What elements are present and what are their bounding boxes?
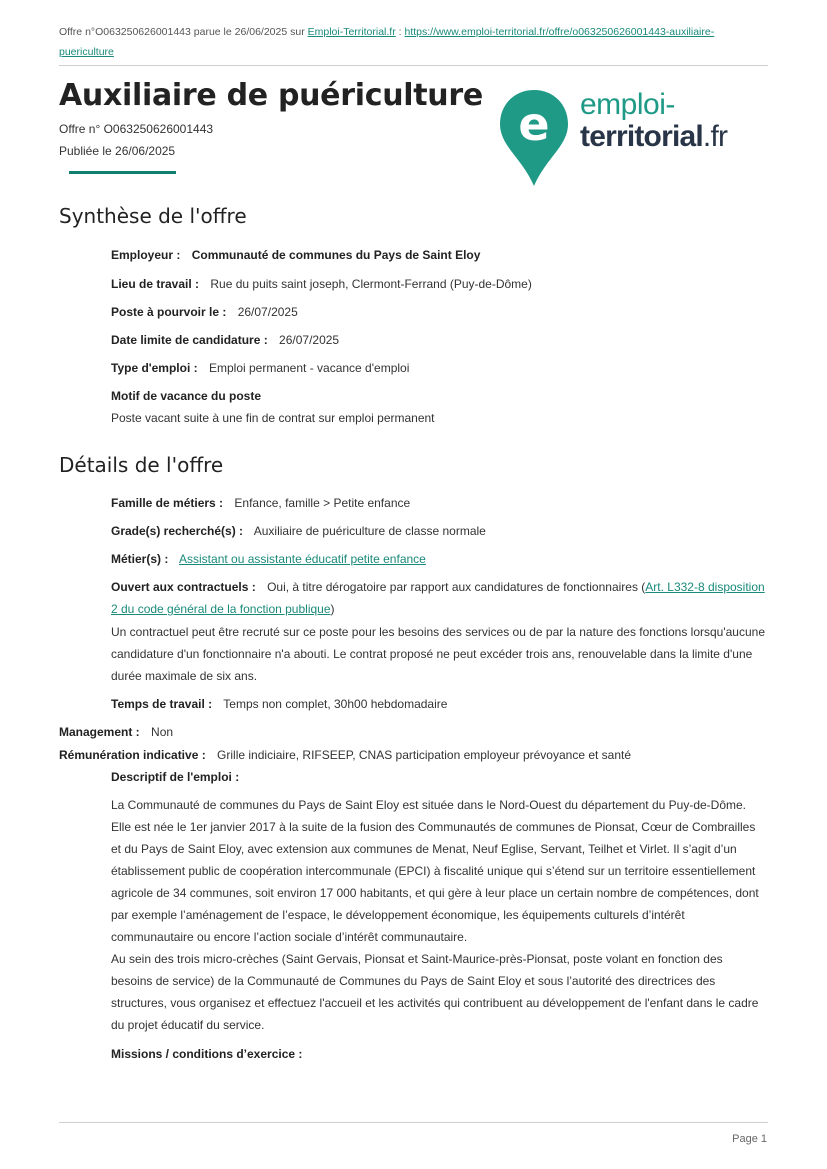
type-emploi-row [111,357,767,379]
lieu-value: Rue du puits saint joseph, Clermont-Ferrand (Puy-de-Dôme) [210,277,532,291]
logo-letter: e [518,97,550,151]
contractuels-label: Ouvert aux contractuels : [111,580,256,594]
temps-value: Temps non complet, 30h00 hebdomadaire [223,697,448,711]
page-title: Auxiliaire de puériculture [59,78,483,113]
temps-label: Temps de travail : [111,697,213,711]
famille-label: Famille de métiers : [111,496,224,510]
logo-line2 [580,120,727,154]
contractuels-close: ) [330,602,335,616]
map-pin-logo-icon [498,88,570,188]
type-emploi-label: Type d'emploi : [111,361,198,375]
famille-value: Enfance, famille > Petite enfance [234,496,411,510]
remuneration-value: Grille indiciaire, RIFSEEP, CNAS participation employeur prévoyance et santé [217,748,632,762]
descriptif-paragraph-2: Au sein des trois micro-crèches (Saint Gervais, Pionsat et Saint-Maurice-près-Pionsat, poste volant en fonction des besoins de service) de la Communauté de Communes du Pays de Saint Eloy et sous l’autorité des directrices des structures, vous organisez et effectuez l'accueil et les activités qui contribuent au développement de l'enfant dans le cadre du projet éducatif du service. [111,952,759,1032]
descriptif-paragraph-1: La Communauté de communes du Pays de Saint Eloy est située dans le Nord-Ouest du département du Puy-de-Dôme. Elle est née le 1er janvier 2017 à la suite de la fusion des Communautés de communes de Pionsat, Cœur de Combrailles et du Pays de Saint Eloy, avec extension aux communes de Menat, Neuf Eglise, Servant, Teilhet et Virlet. Il s’agit d’un établissement public de coopération intercommunale (EPCI) à fiscalité unique qui s’étend sur un territoire essentiellement agricole de 34 communes, soit environ 17 000 habitants, et qui gère à leur place un certain nombre de compétences, dont par exemple l’aménagement de l’espace, le développement économique, les équipements culturels d’intérêt communautaire ou encore l’action sociale d’intérêt communautaire. [111,798,759,944]
management-label: Management : [59,725,140,739]
synthese-heading: Synthèse de l'offre [59,204,247,228]
site-link[interactable]: Emploi-Territorial.fr [307,26,396,38]
missions-label-text: Missions / conditions d’exercice : [111,1047,303,1061]
logo-suffix: .fr [702,120,728,153]
source-line [59,22,769,62]
emploi-territorial-logo [498,88,768,188]
management-row [59,721,769,743]
motif-value: Poste vacant suite à une fin de contrat sur emploi permanent [111,411,435,425]
motif-label [111,385,767,407]
lieu-row [111,273,767,295]
missions-label [111,1043,767,1065]
date-limite-value: 26/07/2025 [279,333,340,347]
management-value: Non [151,725,174,739]
page-number: Page 1 [732,1133,767,1145]
motif-label-text: Motif de vacance du poste [111,389,262,403]
offer-url-link[interactable]: https://www.emploi-territorial.fr/offre/o063250626001443-auxiliaire-puericulture [59,26,715,58]
publish-date: Publiée le 26/06/2025 [59,144,176,158]
date-limite-row [111,329,767,351]
code-fonction-publique-link[interactable]: Art. L332-8 disposition 2 du code général de la fonction publique [111,580,765,616]
remuneration-row [59,744,769,766]
contractuels-note: Un contractuel peut être recruté sur ce poste pour les besoins des services ou de par la nature des fonctions lorsqu'aucune candidature d'un fonctionnaire n'a abouti. Le contrat proposé ne peut excéder trois ans, renouvelable dans la limite d'une durée maximale de six ans. [111,625,765,683]
grade-value: Auxiliaire de puériculture de classe normale [253,524,486,538]
employeur-row [111,244,767,266]
grade-row [111,520,767,542]
top-divider [59,65,768,66]
footer-divider [59,1122,768,1123]
logo-word: territorial [580,120,703,153]
offer-number: Offre n° O063250626001443 [59,122,214,136]
date-limite-label: Date limite de candidature : [111,333,268,347]
lieu-label: Lieu de travail : [111,277,200,291]
descriptif-label [111,766,767,788]
source-separator: : [395,26,405,38]
descriptif-label-text: Descriptif de l'emploi : [111,770,240,784]
contractuels-value: Oui, à titre dérogatoire par rapport aux candidatures de fonctionnaires ( [267,580,646,594]
type-emploi-value: Emploi permanent - vacance d'emploi [208,361,410,375]
logo-line1: emploi- [580,88,675,121]
source-prefix: Offre n°O063250626001443 parue le 26/06/2025 sur [59,26,308,38]
poste-label: Poste à pourvoir le : [111,305,227,319]
poste-value: 26/07/2025 [237,305,298,319]
temps-row [111,693,767,715]
employeur-label: Employeur : [111,248,181,262]
famille-row [111,492,767,514]
metier-row [111,548,767,570]
remuneration-label: Rémunération indicative : [59,748,206,762]
metier-label: Métier(s) : [111,552,169,566]
contractuels-row [111,576,767,620]
grade-label: Grade(s) recherché(s) : [111,524,244,538]
employeur-value: Communauté de communes du Pays de Saint Eloy [191,248,481,262]
title-accent-bar [69,171,176,174]
poste-row [111,301,767,323]
metier-link[interactable]: Assistant ou assistante éducatif petite enfance [179,552,426,566]
details-heading: Détails de l'offre [59,453,224,477]
